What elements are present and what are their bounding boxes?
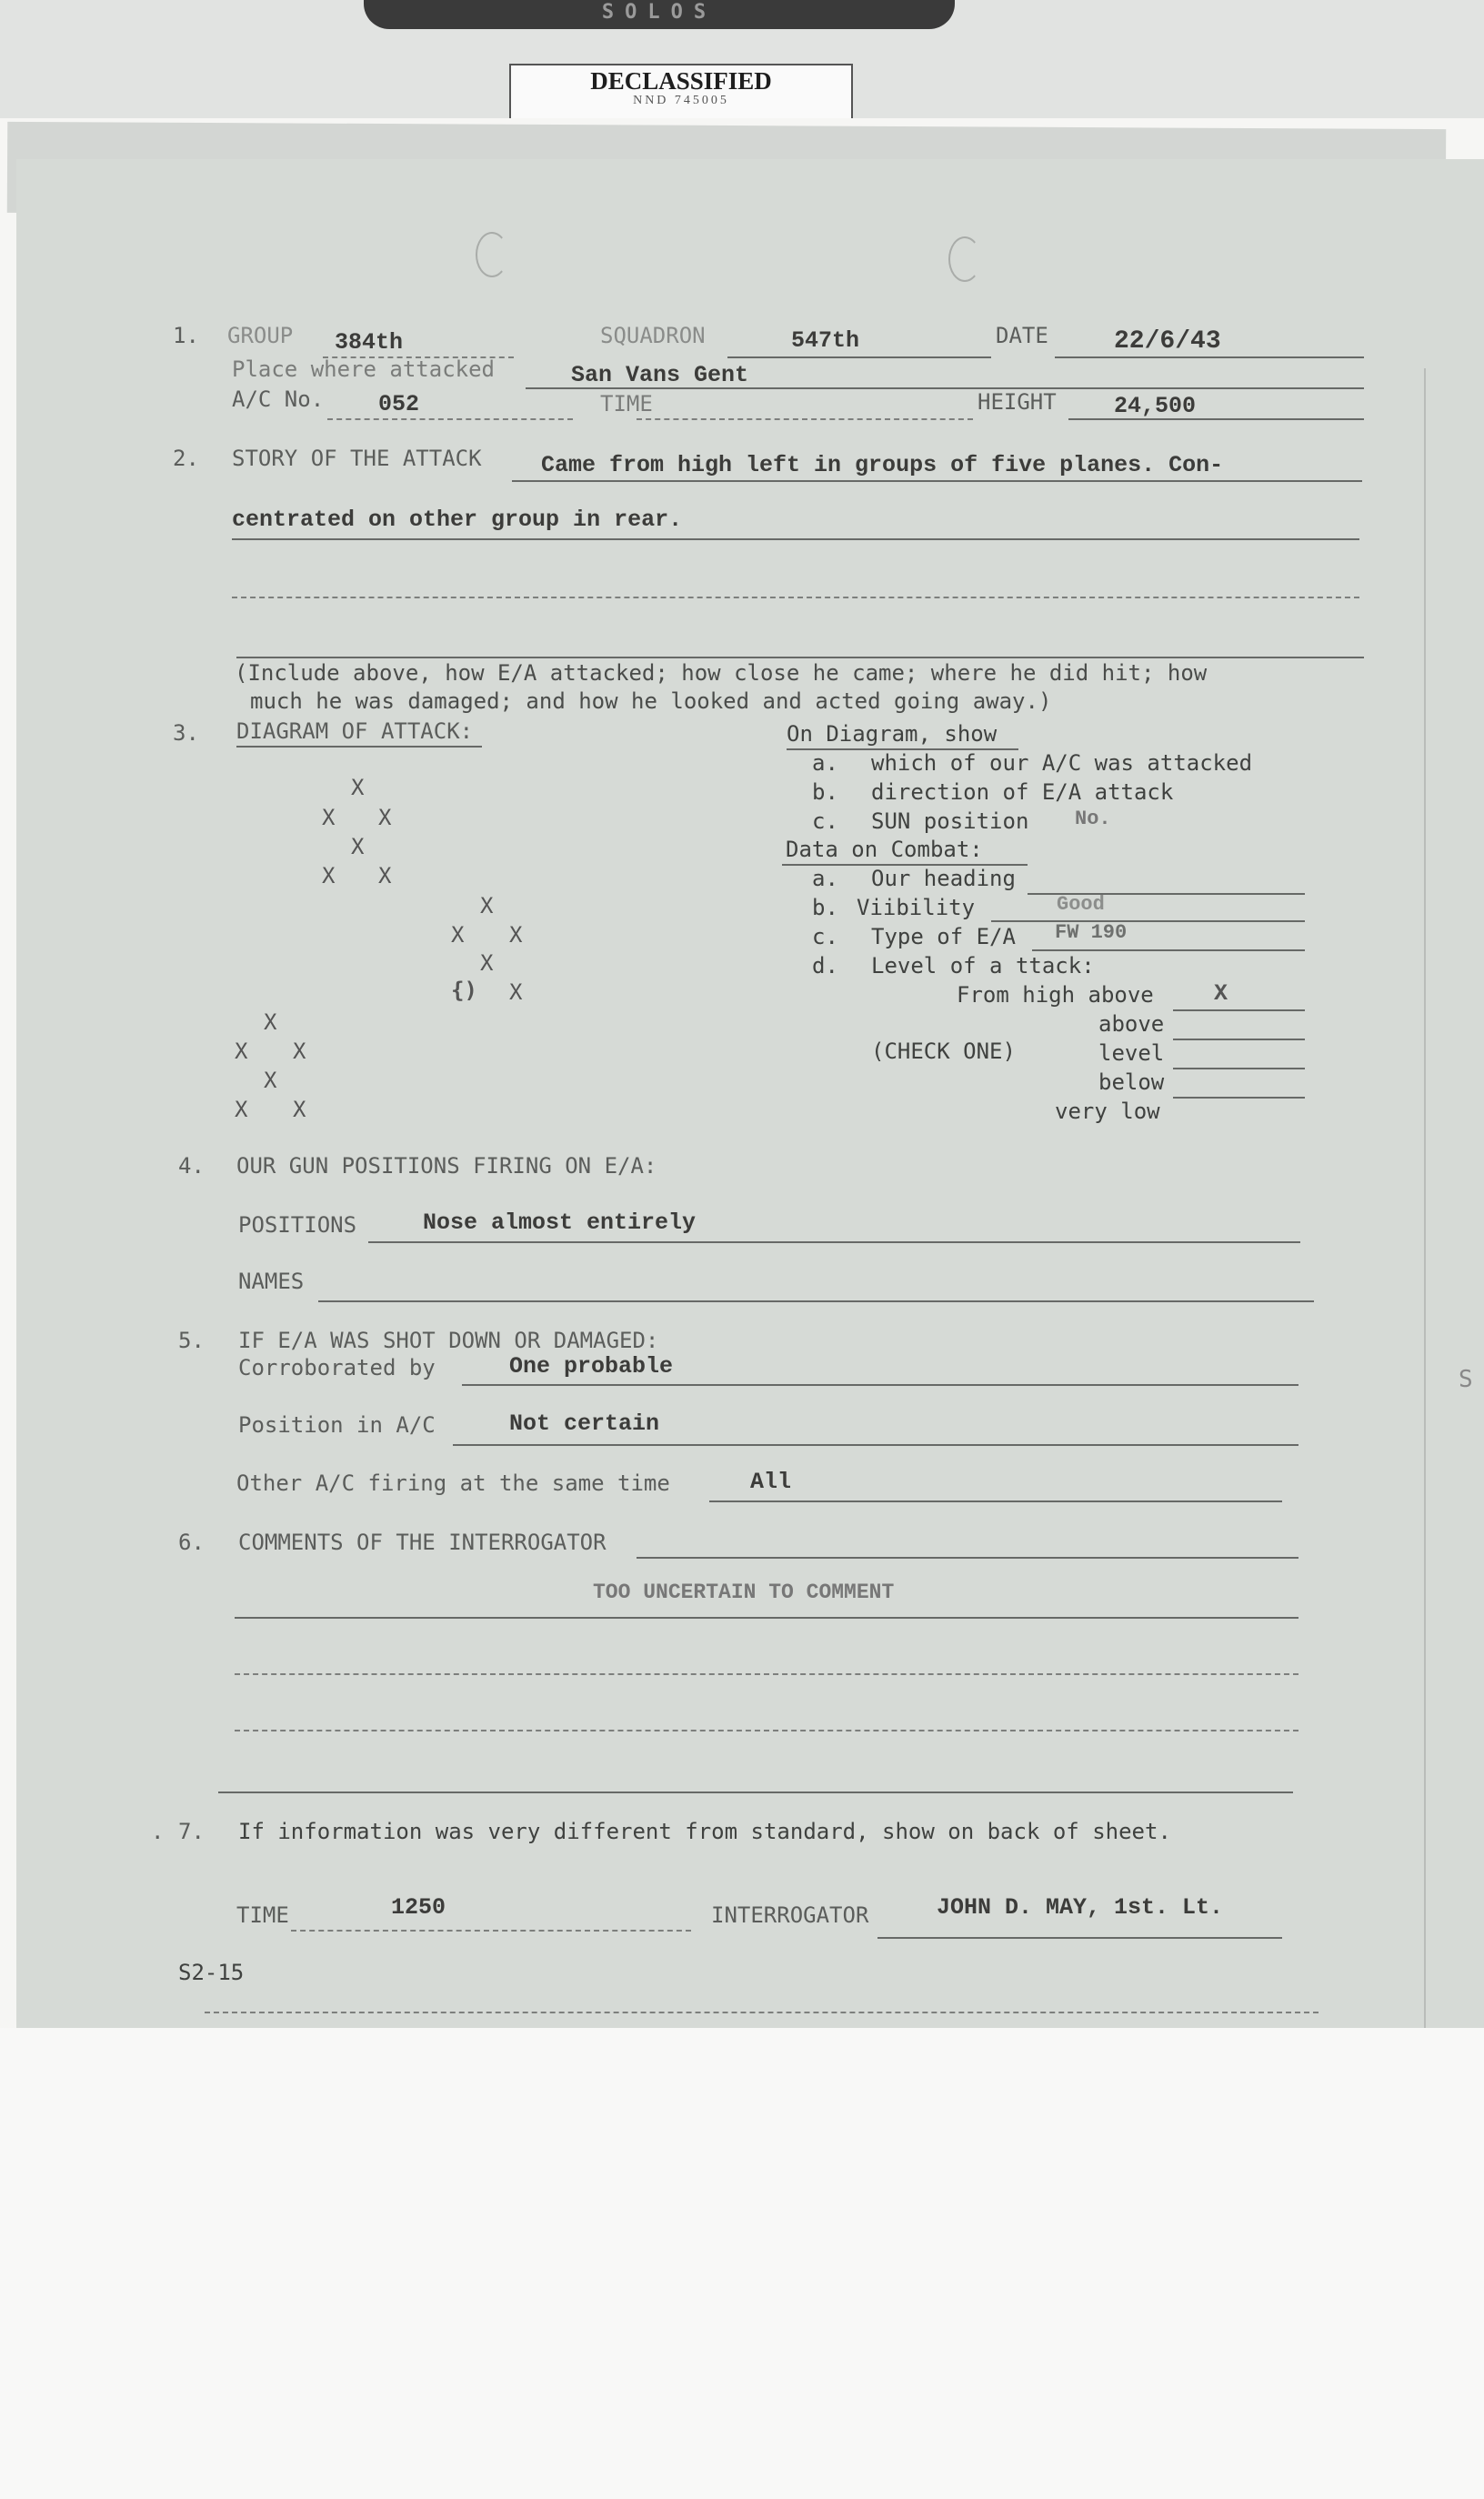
- corroborated-line: [462, 1384, 1298, 1386]
- combat-c-key: c.: [812, 924, 838, 949]
- positions-label: POSITIONS: [238, 1212, 357, 1238]
- positions-line: [368, 1241, 1300, 1243]
- position-in-ac-line: [453, 1444, 1298, 1446]
- level-of-attack-label: Level of a ttack:: [871, 953, 1095, 979]
- level-level-label: level: [1098, 1040, 1165, 1066]
- ea-type-line: [1032, 949, 1305, 951]
- level-below-line: [1173, 1097, 1305, 1099]
- visibility-value: Good: [1057, 893, 1105, 916]
- stamp-ref: NND 745005: [633, 94, 729, 107]
- story-line-1-rule: [512, 480, 1362, 482]
- diagram-mark: X: [264, 1009, 277, 1035]
- diagram-mark: X: [480, 893, 494, 918]
- section-5-number: 5.: [178, 1328, 205, 1353]
- diagram-mark: X: [509, 922, 523, 948]
- other-ac-value: All: [750, 1469, 792, 1495]
- include-note-line-1: (Include above, how E/A attacked; how close he came; where he did hit; how: [235, 660, 1208, 686]
- other-ac-label: Other A/C firing at the same time: [236, 1470, 670, 1496]
- diagram-mark: X: [264, 1068, 277, 1093]
- sun-position-value: No.: [1075, 808, 1111, 830]
- place-label: Place where attacked: [232, 356, 495, 382]
- diagram-item-b-key: b.: [812, 779, 838, 805]
- diagram-mark: X: [351, 834, 365, 859]
- on-diagram-label: On Diagram, show: [787, 721, 998, 747]
- scanner-device: [364, 0, 955, 29]
- punch-hole: [476, 232, 508, 277]
- section-7-number: 7.: [178, 1819, 205, 1844]
- punch-hole: [948, 236, 981, 282]
- diagram-mark: X: [378, 805, 392, 830]
- comments-line-5: [218, 1791, 1293, 1793]
- section-1-number: 1.: [173, 323, 199, 348]
- time-line: [637, 418, 973, 420]
- level-below-label: below: [1098, 1069, 1165, 1095]
- diagram-item-b: direction of E/A attack: [871, 779, 1174, 805]
- height-label: HEIGHT: [978, 389, 1057, 415]
- diagram-item-a-key: a.: [812, 750, 838, 776]
- diagram-mark: X: [235, 1039, 248, 1064]
- include-note-line-2: much he was damaged; and how he looked and acted going away.): [250, 688, 1052, 714]
- sheet-edge: [1424, 368, 1426, 2178]
- ac-line: [327, 418, 573, 420]
- comments-label: COMMENTS OF THE INTERROGATOR: [238, 1530, 607, 1555]
- combat-a-key: a.: [812, 866, 838, 891]
- squadron-value: 547th: [791, 327, 860, 354]
- check-one-label: (CHECK ONE): [871, 1039, 1016, 1064]
- corroborated-label: Corroborated by: [238, 1355, 436, 1380]
- gun-positions-label: OUR GUN POSITIONS FIRING ON E/A:: [236, 1153, 657, 1179]
- comments-line-1: [637, 1557, 1298, 1559]
- diagram-mark: X: [322, 863, 336, 888]
- height-value: 24,500: [1114, 393, 1197, 419]
- names-label: NAMES: [238, 1269, 305, 1294]
- shot-down-label: IF E/A WAS SHOT DOWN OR DAMAGED:: [238, 1328, 659, 1353]
- diagram-mark: X: [293, 1039, 306, 1064]
- footer-line: [205, 2012, 1319, 2013]
- report-time-line: [291, 1930, 691, 1932]
- level-high-line: [1173, 1009, 1305, 1011]
- level-high-mark: X: [1214, 980, 1228, 1007]
- diagram-circled-mark: {): [451, 978, 477, 1003]
- date-value: 22/6/43: [1114, 327, 1221, 356]
- level-level-line: [1173, 1068, 1305, 1069]
- squadron-label: SQUADRON: [600, 323, 706, 348]
- standard-note: If information was very different from standard, show on back of sheet.: [238, 1819, 1171, 1844]
- diagram-mark: X: [451, 922, 465, 948]
- other-ac-line: [709, 1500, 1282, 1502]
- diagram-mark: X: [509, 979, 523, 1005]
- blank-area: [0, 2028, 1484, 2499]
- positions-value: Nose almost entirely: [423, 1209, 697, 1236]
- diagram-label: DIAGRAM OF ATTACK:: [236, 718, 474, 744]
- date-line: [1055, 356, 1364, 358]
- ea-type-value: FW 190: [1055, 921, 1128, 944]
- interrogator-comment: TOO UNCERTAIN TO COMMENT: [593, 1581, 895, 1604]
- device-label: SOLOS: [601, 1, 717, 24]
- section-4-number: 4.: [178, 1153, 205, 1179]
- scan-background: [0, 0, 1484, 118]
- position-in-ac-label: Position in A/C: [238, 1412, 436, 1438]
- diagram-mark: X: [322, 805, 336, 830]
- ea-type-label: Type of E/A: [871, 924, 1016, 949]
- time-label: TIME: [600, 391, 653, 416]
- interrogator-value: JOHN D. MAY, 1st. Lt.: [937, 1894, 1224, 1921]
- corroborated-value: One probable: [509, 1353, 674, 1380]
- section-2-number: 2.: [173, 446, 199, 471]
- interrogator-line: [877, 1937, 1282, 1939]
- squadron-line: [727, 356, 991, 358]
- story-line-2-rule: [232, 538, 1359, 540]
- stamp-title: DECLASSIFIED: [590, 67, 772, 95]
- level-above-label: above: [1098, 1011, 1165, 1037]
- diagram-mark: X: [293, 1097, 306, 1122]
- height-line: [1068, 418, 1364, 420]
- diagram-mark: X: [351, 775, 365, 800]
- story-line-1: Came from high left in groups of five planes. Con-: [541, 452, 1224, 478]
- declassified-stamp: [509, 64, 853, 118]
- diagram-item-a: which of our A/C was attacked: [871, 750, 1253, 776]
- section-6-number: 6.: [178, 1530, 205, 1555]
- names-line: [318, 1300, 1314, 1302]
- diagram-underline: [236, 746, 482, 748]
- comments-line-3: [235, 1673, 1298, 1675]
- level-above-line: [1173, 1039, 1305, 1040]
- visibility-line: [991, 920, 1305, 922]
- ac-value: 052: [378, 391, 420, 417]
- section-3-number: 3.: [173, 720, 199, 746]
- story-line-2: centrated on other group in rear.: [232, 507, 683, 533]
- visibility-label: Viibility: [857, 895, 976, 920]
- date-label: DATE: [996, 323, 1048, 348]
- diagram-item-c: SUN position: [871, 808, 1029, 834]
- comments-line-4: [235, 1730, 1298, 1731]
- comments-line-2: [235, 1617, 1298, 1619]
- diagram-mark: X: [378, 863, 392, 888]
- form-number: S2-15: [178, 1960, 245, 1985]
- group-label: GROUP: [227, 323, 294, 348]
- story-line-3-rule: [232, 597, 1359, 598]
- diagram-mark: X: [480, 950, 494, 976]
- our-heading-label: Our heading: [871, 866, 1016, 891]
- position-in-ac-value: Not certain: [509, 1410, 660, 1437]
- diagram-mark: X: [235, 1097, 248, 1122]
- level-very-low-label: very low: [1055, 1099, 1160, 1124]
- section-7-bullet: .: [151, 1819, 165, 1844]
- combat-b-key: b.: [812, 895, 838, 920]
- level-high-label: From high above: [957, 982, 1154, 1008]
- combat-d-key: d.: [812, 953, 838, 979]
- place-value: San Vans Gent: [571, 362, 749, 388]
- interrogator-label: INTERROGATOR: [711, 1902, 869, 1928]
- story-label: STORY OF THE ATTACK: [232, 446, 482, 471]
- report-time-label: TIME: [236, 1902, 289, 1928]
- place-line: [526, 387, 1364, 389]
- report-sheet: [16, 159, 1484, 2028]
- diagram-item-c-key: c.: [812, 808, 838, 834]
- report-time-value: 1250: [391, 1894, 446, 1921]
- group-value: 384th: [335, 329, 404, 356]
- ac-label: A/C No.: [232, 386, 325, 412]
- combat-data-label: Data on Combat:: [786, 837, 983, 862]
- margin-letter: S: [1459, 1366, 1473, 1393]
- include-top-rule: [236, 657, 1364, 658]
